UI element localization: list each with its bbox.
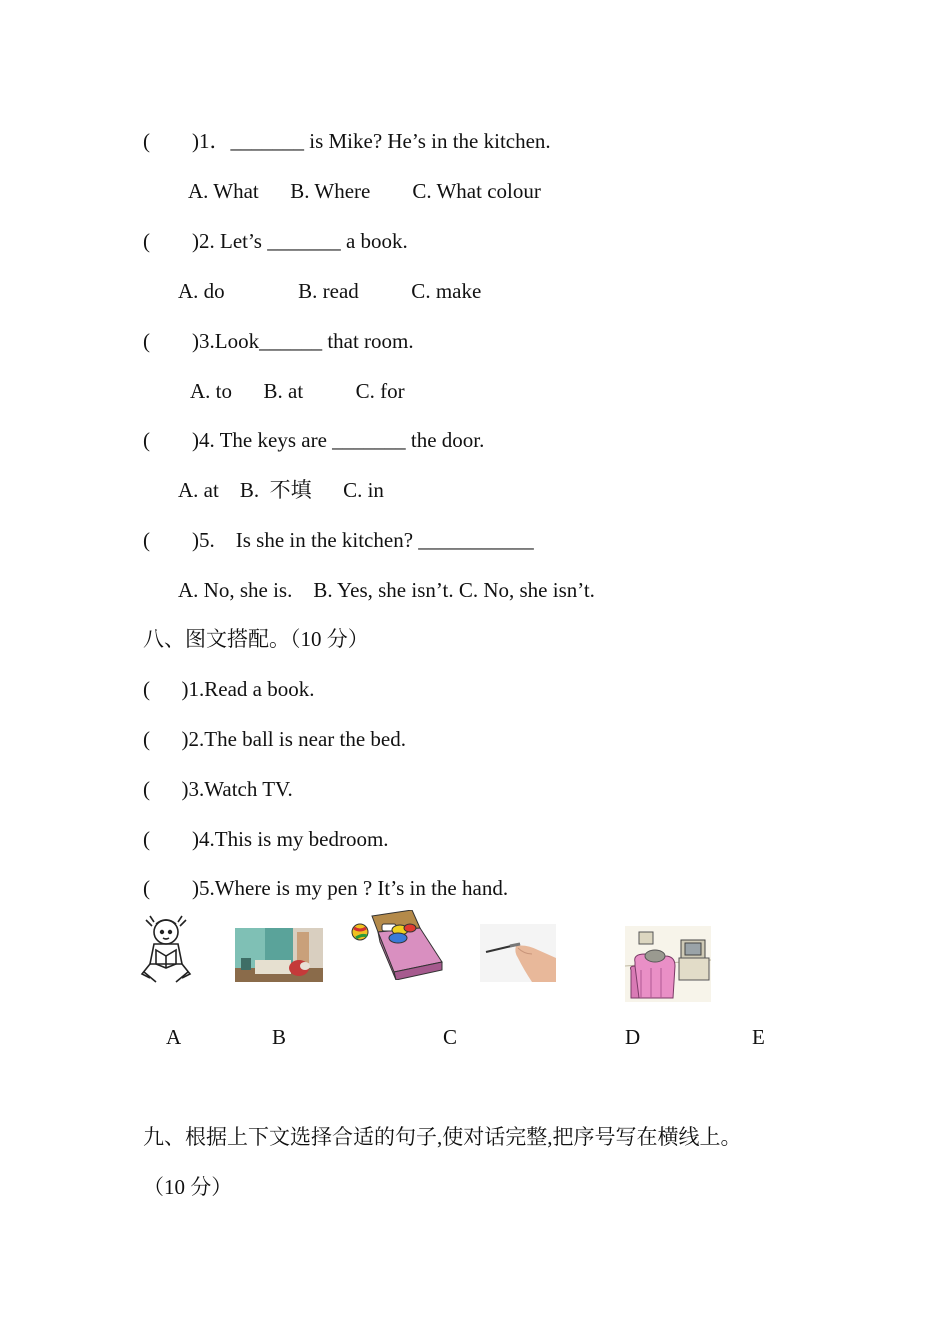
girl-reading-picture: [136, 912, 198, 986]
question-2: ( )2. Let’s _______ a book.: [143, 229, 408, 253]
question-5: ( )5. Is she in the kitchen? ___________: [143, 528, 534, 552]
question-3: ( )3.Look______ that room.: [143, 329, 414, 353]
picture-label-e: E: [752, 1025, 765, 1049]
section-9-heading: 九、根据上下文选择合适的句子,使对话完整,把序号写在横线上。: [143, 1125, 742, 1149]
section-8-heading: 八、图文搭配。（10 分）: [143, 627, 369, 651]
match-item-3: ( )3.Watch TV.: [143, 777, 293, 801]
question-2-options: A. do B. read C. make: [178, 279, 482, 303]
hand-with-pen-photo: [480, 924, 556, 982]
question-4: ( )4. The keys are _______ the door.: [143, 428, 485, 452]
section-9-points: （10 分）: [143, 1175, 233, 1199]
match-item-2: ( )2.The ball is near the bed.: [143, 727, 406, 751]
picture-label-b: B: [272, 1025, 287, 1049]
question-3-options: A. to B. at C. for: [190, 379, 405, 403]
question-1: ( )1．_______ is Mike? He’s in the kitchen.: [143, 129, 551, 153]
armchair-tv-picture: [625, 926, 711, 1002]
question-1-options: A. What B. Where C. What colour: [188, 179, 541, 203]
match-item-4: ( )4.This is my bedroom.: [143, 827, 389, 851]
question-5-options: A. No, she is. B. Yes, she isn’t. C. No, she isn’t.: [178, 578, 595, 602]
bed-and-ball-picture: [350, 910, 446, 980]
picture-label-d: D: [625, 1025, 641, 1049]
bedroom-photo: [235, 928, 323, 982]
picture-label-a: A: [166, 1025, 182, 1049]
question-4-options: A. at B. 不填 C. in: [178, 478, 384, 502]
picture-label-c: C: [443, 1025, 458, 1049]
match-item-1: ( )1.Read a book.: [143, 677, 315, 701]
match-item-5: ( )5.Where is my pen ? It’s in the hand.: [143, 876, 509, 900]
